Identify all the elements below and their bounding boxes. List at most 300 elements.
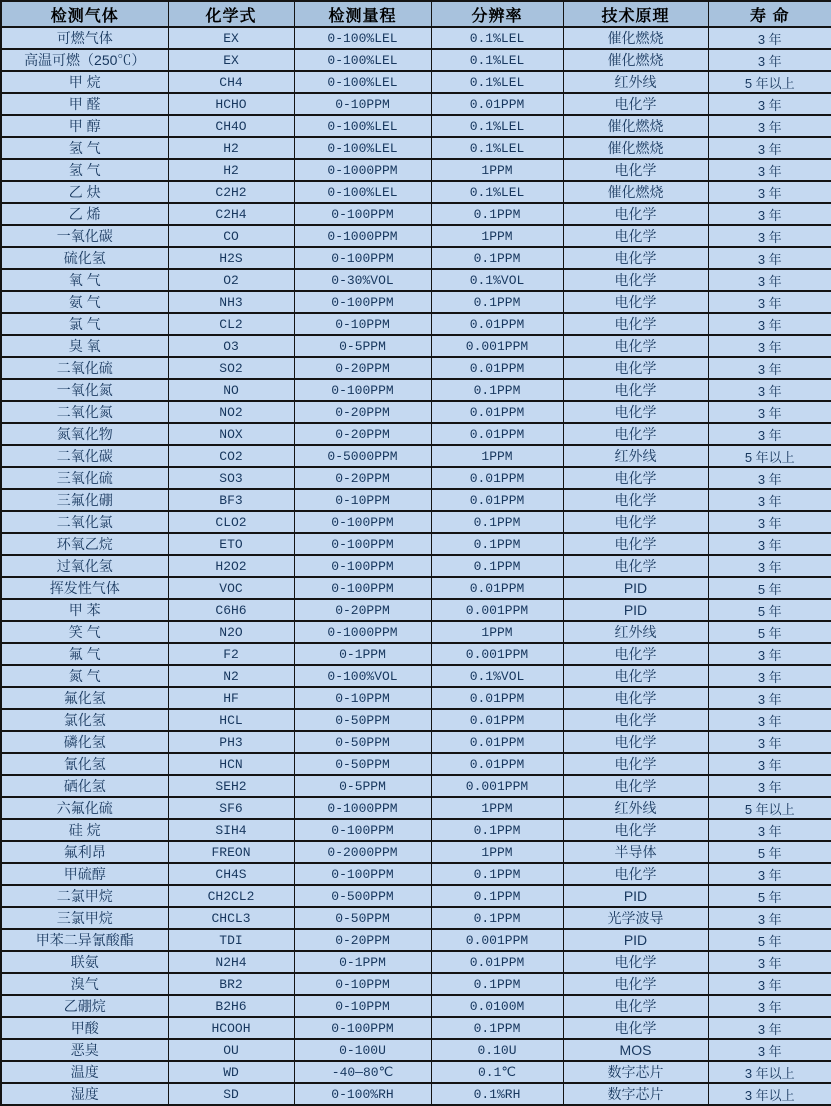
table-cell-range: 0-1000PPM <box>294 621 431 643</box>
table-cell-range: 0-50PPM <box>294 731 431 753</box>
table-cell-formula: CH4 <box>168 71 294 93</box>
table-cell-gas: 二氧化氯 <box>1 511 168 533</box>
table-cell-principle: PID <box>563 929 708 951</box>
table-cell-resolution: 0.1PPM <box>431 533 563 555</box>
table-row <box>1 995 831 1017</box>
table-cell-lifespan: 3 年 <box>708 137 831 159</box>
table-row <box>1 1083 831 1105</box>
table-cell-gas: 二氧化硫 <box>1 357 168 379</box>
table-cell-gas: 硅 烷 <box>1 819 168 841</box>
table-cell-lifespan: 5 年 <box>708 599 831 621</box>
table-cell-formula: NO2 <box>168 401 294 423</box>
table-cell-principle: 电化学 <box>563 225 708 247</box>
table-cell-formula: CHCL3 <box>168 907 294 929</box>
table-cell-lifespan: 3 年 <box>708 93 831 115</box>
table-cell-lifespan: 3 年 <box>708 665 831 687</box>
table-cell-formula: B2H6 <box>168 995 294 1017</box>
table-cell-lifespan: 3 年 <box>708 27 831 49</box>
table-cell-gas: 氮 气 <box>1 665 168 687</box>
table-cell-formula: CLO2 <box>168 511 294 533</box>
table-cell-range: 0-50PPM <box>294 709 431 731</box>
table-cell-gas: 二氧化碳 <box>1 445 168 467</box>
table-cell-gas: 联氨 <box>1 951 168 973</box>
table-cell-range: 0-100PPM <box>294 819 431 841</box>
table-cell-lifespan: 3 年 <box>708 775 831 797</box>
table-cell-principle: 电化学 <box>563 269 708 291</box>
table-cell-gas: 氧 气 <box>1 269 168 291</box>
table-cell-gas: 三氯甲烷 <box>1 907 168 929</box>
table-cell-gas: 过氧化氢 <box>1 555 168 577</box>
table-cell-gas: 氨 气 <box>1 291 168 313</box>
table-cell-formula: O2 <box>168 269 294 291</box>
table-cell-range: 0-20PPM <box>294 401 431 423</box>
table-cell-lifespan: 3 年 <box>708 753 831 775</box>
table-cell-range: 0-10PPM <box>294 973 431 995</box>
table-cell-range: 0-50PPM <box>294 907 431 929</box>
table-cell-formula: H2 <box>168 159 294 181</box>
table-row <box>1 1061 831 1083</box>
table-cell-range: 0-50PPM <box>294 753 431 775</box>
table-cell-formula: FREON <box>168 841 294 863</box>
table-cell-lifespan: 5 年 <box>708 577 831 599</box>
table-cell-lifespan: 5 年 <box>708 621 831 643</box>
table-cell-range: 0-100PPM <box>294 247 431 269</box>
table-row <box>1 335 831 357</box>
table-row <box>1 841 831 863</box>
table-cell-lifespan: 3 年 <box>708 863 831 885</box>
table-cell-resolution: 0.001PPM <box>431 643 563 665</box>
table-row <box>1 93 831 115</box>
table-cell-gas: 湿度 <box>1 1083 168 1105</box>
table-cell-resolution: 0.1%RH <box>431 1083 563 1105</box>
table-cell-range: 0-30%VOL <box>294 269 431 291</box>
table-cell-formula: H2O2 <box>168 555 294 577</box>
table-cell-formula: HF <box>168 687 294 709</box>
table-cell-lifespan: 3 年以上 <box>708 1061 831 1083</box>
table-row <box>1 907 831 929</box>
table-cell-formula: CL2 <box>168 313 294 335</box>
table-cell-principle: 电化学 <box>563 159 708 181</box>
table-cell-resolution: 0.1%VOL <box>431 665 563 687</box>
table-cell-range: 0-5PPM <box>294 335 431 357</box>
table-cell-principle: 电化学 <box>563 291 708 313</box>
table-cell-formula: F2 <box>168 643 294 665</box>
table-cell-formula: H2 <box>168 137 294 159</box>
table-cell-range: 0-100PPM <box>294 291 431 313</box>
table-cell-resolution: 0.1PPM <box>431 203 563 225</box>
table-cell-gas: 乙 烯 <box>1 203 168 225</box>
table-cell-formula: PH3 <box>168 731 294 753</box>
table-cell-principle: 催化燃烧 <box>563 27 708 49</box>
table-cell-gas: 臭 氧 <box>1 335 168 357</box>
table-row <box>1 27 831 49</box>
table-row <box>1 599 831 621</box>
table-cell-resolution: 0.001PPM <box>431 929 563 951</box>
table-cell-resolution: 0.001PPM <box>431 335 563 357</box>
table-cell-resolution: 0.1PPM <box>431 1017 563 1039</box>
table-row <box>1 819 831 841</box>
table-cell-gas: 可燃气体 <box>1 27 168 49</box>
table-cell-resolution: 0.001PPM <box>431 599 563 621</box>
table-cell-range: 0-5000PPM <box>294 445 431 467</box>
table-cell-principle: 电化学 <box>563 753 708 775</box>
table-row <box>1 379 831 401</box>
table-cell-principle: 电化学 <box>563 951 708 973</box>
table-cell-gas: 一氧化氮 <box>1 379 168 401</box>
table-cell-formula: N2H4 <box>168 951 294 973</box>
table-cell-principle: 红外线 <box>563 445 708 467</box>
table-row <box>1 181 831 203</box>
table-row <box>1 929 831 951</box>
table-cell-range: 0-1000PPM <box>294 159 431 181</box>
table-cell-resolution: 0.1PPM <box>431 291 563 313</box>
table-cell-lifespan: 5 年以上 <box>708 71 831 93</box>
table-cell-lifespan: 3 年 <box>708 467 831 489</box>
table-cell-resolution: 0.01PPM <box>431 357 563 379</box>
table-cell-principle: 电化学 <box>563 665 708 687</box>
table-cell-principle: 电化学 <box>563 973 708 995</box>
table-cell-resolution: 0.01PPM <box>431 709 563 731</box>
table-cell-gas: 挥发性气体 <box>1 577 168 599</box>
table-row <box>1 357 831 379</box>
table-cell-formula: C2H4 <box>168 203 294 225</box>
table-cell-formula: O3 <box>168 335 294 357</box>
table-row <box>1 445 831 467</box>
table-cell-range: 0-1000PPM <box>294 797 431 819</box>
table-cell-principle: 电化学 <box>563 863 708 885</box>
table-row <box>1 115 831 137</box>
table-cell-range: 0-20PPM <box>294 467 431 489</box>
table-cell-principle: 红外线 <box>563 797 708 819</box>
table-cell-resolution: 0.1PPM <box>431 885 563 907</box>
table-cell-resolution: 0.01PPM <box>431 687 563 709</box>
table-cell-gas: 甲硫醇 <box>1 863 168 885</box>
table-row <box>1 533 831 555</box>
table-cell-principle: 电化学 <box>563 401 708 423</box>
table-cell-formula: SF6 <box>168 797 294 819</box>
table-cell-principle: 电化学 <box>563 819 708 841</box>
table-row <box>1 511 831 533</box>
table-cell-principle: 电化学 <box>563 1017 708 1039</box>
table-cell-principle: 电化学 <box>563 731 708 753</box>
table-cell-gas: 三氧化硫 <box>1 467 168 489</box>
table-body <box>1 27 831 1105</box>
table-cell-resolution: 1PPM <box>431 445 563 467</box>
table-cell-resolution: 0.1%LEL <box>431 181 563 203</box>
table-cell-formula: CH4O <box>168 115 294 137</box>
table-cell-formula: CO2 <box>168 445 294 467</box>
table-cell-gas: 三氟化硼 <box>1 489 168 511</box>
table-cell-principle: 红外线 <box>563 71 708 93</box>
table-cell-principle: 电化学 <box>563 247 708 269</box>
table-cell-principle: 电化学 <box>563 489 708 511</box>
table-cell-formula: BF3 <box>168 489 294 511</box>
table-cell-lifespan: 3 年 <box>708 1039 831 1061</box>
table-cell-formula: EX <box>168 27 294 49</box>
table-cell-formula: CO <box>168 225 294 247</box>
table-cell-lifespan: 5 年以上 <box>708 445 831 467</box>
table-row <box>1 709 831 731</box>
table-cell-formula: OU <box>168 1039 294 1061</box>
table-cell-formula: HCHO <box>168 93 294 115</box>
table-cell-lifespan: 3 年 <box>708 379 831 401</box>
table-cell-range: 0-10PPM <box>294 995 431 1017</box>
table-cell-resolution: 0.1%LEL <box>431 49 563 71</box>
table-cell-resolution: 0.01PPM <box>431 401 563 423</box>
table-cell-gas: 六氟化硫 <box>1 797 168 819</box>
header-cell-gas: 检测气体 <box>1 1 168 27</box>
table-cell-range: 0-10PPM <box>294 489 431 511</box>
table-row <box>1 401 831 423</box>
table-cell-lifespan: 3 年 <box>708 181 831 203</box>
table-cell-gas: 高温可燃（250℃） <box>1 49 168 71</box>
table-row <box>1 1039 831 1061</box>
table-cell-gas: 甲 苯 <box>1 599 168 621</box>
table-cell-principle: MOS <box>563 1039 708 1061</box>
table-cell-principle: PID <box>563 577 708 599</box>
table-cell-gas: 温度 <box>1 1061 168 1083</box>
table-cell-gas: 氯化氢 <box>1 709 168 731</box>
table-cell-principle: 红外线 <box>563 621 708 643</box>
table-cell-principle: 电化学 <box>563 313 708 335</box>
table-cell-resolution: 0.1%LEL <box>431 137 563 159</box>
header-row <box>1 1 831 27</box>
table-cell-lifespan: 3 年 <box>708 291 831 313</box>
table-cell-principle: 电化学 <box>563 555 708 577</box>
table-cell-resolution: 0.1PPM <box>431 863 563 885</box>
header-cell-principle: 技术原理 <box>563 1 708 27</box>
table-cell-lifespan: 5 年 <box>708 885 831 907</box>
table-cell-principle: 电化学 <box>563 687 708 709</box>
table-cell-lifespan: 3 年 <box>708 49 831 71</box>
table-cell-formula: SO3 <box>168 467 294 489</box>
table-cell-resolution: 0.01PPM <box>431 93 563 115</box>
table-row <box>1 797 831 819</box>
table-row <box>1 313 831 335</box>
table-cell-gas: 甲 醇 <box>1 115 168 137</box>
table-row <box>1 291 831 313</box>
table-cell-formula: HCOOH <box>168 1017 294 1039</box>
table-row <box>1 159 831 181</box>
table-cell-range: 0-100PPM <box>294 379 431 401</box>
table-cell-lifespan: 3 年 <box>708 995 831 1017</box>
table-cell-formula: EX <box>168 49 294 71</box>
table-row <box>1 489 831 511</box>
table-cell-principle: 数字芯片 <box>563 1061 708 1083</box>
table-row <box>1 467 831 489</box>
table-cell-resolution: 1PPM <box>431 797 563 819</box>
table-cell-gas: 恶臭 <box>1 1039 168 1061</box>
table-cell-range: 0-100PPM <box>294 533 431 555</box>
table-cell-resolution: 0.1%LEL <box>431 27 563 49</box>
table-cell-formula: CH4S <box>168 863 294 885</box>
table-cell-range: 0-10PPM <box>294 687 431 709</box>
table-cell-resolution: 0.1%LEL <box>431 71 563 93</box>
table-cell-lifespan: 3 年 <box>708 709 831 731</box>
table-cell-range: 0-100%LEL <box>294 49 431 71</box>
table-row <box>1 71 831 93</box>
table-row <box>1 731 831 753</box>
table-cell-resolution: 0.01PPM <box>431 731 563 753</box>
table-cell-lifespan: 3 年 <box>708 973 831 995</box>
table-cell-range: 0-100PPM <box>294 511 431 533</box>
table-cell-range: 0-20PPM <box>294 357 431 379</box>
table-cell-resolution: 0.1PPM <box>431 247 563 269</box>
table-cell-formula: VOC <box>168 577 294 599</box>
table-cell-principle: 电化学 <box>563 775 708 797</box>
table-cell-gas: 笑 气 <box>1 621 168 643</box>
table-cell-lifespan: 3 年 <box>708 335 831 357</box>
table-cell-resolution: 0.01PPM <box>431 467 563 489</box>
table-cell-principle: 电化学 <box>563 533 708 555</box>
table-cell-lifespan: 3 年 <box>708 687 831 709</box>
table-cell-lifespan: 3 年 <box>708 511 831 533</box>
table-row <box>1 247 831 269</box>
table-cell-resolution: 0.1PPM <box>431 973 563 995</box>
table-cell-range: 0-100%LEL <box>294 71 431 93</box>
table-cell-lifespan: 3 年 <box>708 357 831 379</box>
table-row <box>1 643 831 665</box>
table-cell-principle: 电化学 <box>563 643 708 665</box>
table-cell-resolution: 0.10U <box>431 1039 563 1061</box>
table-cell-principle: 电化学 <box>563 335 708 357</box>
table-cell-gas: 氮氧化物 <box>1 423 168 445</box>
table-cell-resolution: 0.01PPM <box>431 313 563 335</box>
table-cell-lifespan: 3 年 <box>708 819 831 841</box>
table-cell-principle: 电化学 <box>563 995 708 1017</box>
table-cell-resolution: 0.01PPM <box>431 423 563 445</box>
table-cell-formula: HCN <box>168 753 294 775</box>
table-cell-formula: H2S <box>168 247 294 269</box>
table-cell-formula: NOX <box>168 423 294 445</box>
table-cell-gas: 氢 气 <box>1 159 168 181</box>
table-row <box>1 973 831 995</box>
table-cell-lifespan: 3 年 <box>708 225 831 247</box>
table-cell-formula: N2O <box>168 621 294 643</box>
table-cell-lifespan: 3 年 <box>708 489 831 511</box>
table-cell-principle: 电化学 <box>563 709 708 731</box>
table-cell-range: 0-100%LEL <box>294 181 431 203</box>
table-cell-range: 0-10PPM <box>294 93 431 115</box>
table-cell-principle: 电化学 <box>563 467 708 489</box>
table-cell-formula: NH3 <box>168 291 294 313</box>
table-cell-principle: 电化学 <box>563 203 708 225</box>
table-cell-range: 0-10PPM <box>294 313 431 335</box>
table-cell-resolution: 0.1℃ <box>431 1061 563 1083</box>
table-cell-range: 0-100PPM <box>294 1017 431 1039</box>
table-cell-lifespan: 3 年 <box>708 401 831 423</box>
table-cell-principle: 光学波导 <box>563 907 708 929</box>
table-cell-resolution: 1PPM <box>431 159 563 181</box>
table-cell-gas: 乙硼烷 <box>1 995 168 1017</box>
table-cell-principle: PID <box>563 599 708 621</box>
header-cell-formula: 化学式 <box>168 1 294 27</box>
table-cell-resolution: 0.01PPM <box>431 753 563 775</box>
table-row <box>1 863 831 885</box>
table-cell-lifespan: 5 年 <box>708 929 831 951</box>
table-cell-formula: BR2 <box>168 973 294 995</box>
table-cell-lifespan: 3 年 <box>708 115 831 137</box>
table-cell-principle: PID <box>563 885 708 907</box>
table-cell-gas: 氯 气 <box>1 313 168 335</box>
table-cell-range: 0-20PPM <box>294 599 431 621</box>
table-row <box>1 775 831 797</box>
table-cell-gas: 一氧化碳 <box>1 225 168 247</box>
table-cell-lifespan: 3 年 <box>708 951 831 973</box>
table-cell-gas: 氟 气 <box>1 643 168 665</box>
table-cell-lifespan: 3 年 <box>708 907 831 929</box>
table-cell-formula: SEH2 <box>168 775 294 797</box>
header-cell-range: 检测量程 <box>294 1 431 27</box>
table-cell-principle: 半导体 <box>563 841 708 863</box>
table-row <box>1 555 831 577</box>
table-row <box>1 885 831 907</box>
table-cell-range: 0-100U <box>294 1039 431 1061</box>
table-cell-gas: 甲 烷 <box>1 71 168 93</box>
table-cell-resolution: 1PPM <box>431 621 563 643</box>
table-cell-gas: 溴气 <box>1 973 168 995</box>
table-cell-formula: SD <box>168 1083 294 1105</box>
table-cell-lifespan: 3 年 <box>708 159 831 181</box>
table-cell-lifespan: 5 年 <box>708 841 831 863</box>
table-cell-range: 0-100%LEL <box>294 137 431 159</box>
table-cell-range: 0-1PPM <box>294 951 431 973</box>
table-row <box>1 203 831 225</box>
table-cell-formula: CH2CL2 <box>168 885 294 907</box>
table-cell-range: 0-100%VOL <box>294 665 431 687</box>
table-cell-lifespan: 3 年 <box>708 313 831 335</box>
header-cell-resolution: 分辨率 <box>431 1 563 27</box>
table-row <box>1 665 831 687</box>
table-cell-lifespan: 3 年以上 <box>708 1083 831 1105</box>
table-row <box>1 1017 831 1039</box>
table-cell-range: 0-20PPM <box>294 929 431 951</box>
table-cell-lifespan: 3 年 <box>708 1017 831 1039</box>
table-cell-lifespan: 3 年 <box>708 269 831 291</box>
table-row <box>1 423 831 445</box>
table-cell-principle: 电化学 <box>563 423 708 445</box>
table-row <box>1 137 831 159</box>
table-cell-lifespan: 3 年 <box>708 247 831 269</box>
table-cell-range: 0-100PPM <box>294 863 431 885</box>
table-cell-range: 0-1PPM <box>294 643 431 665</box>
table-cell-gas: 二氯甲烷 <box>1 885 168 907</box>
table-cell-range: 0-500PPM <box>294 885 431 907</box>
table-row <box>1 225 831 247</box>
table-cell-principle: 电化学 <box>563 379 708 401</box>
table-cell-lifespan: 3 年 <box>708 555 831 577</box>
table-cell-range: 0-100PPM <box>294 555 431 577</box>
table-cell-resolution: 0.1%VOL <box>431 269 563 291</box>
table-cell-gas: 硫化氢 <box>1 247 168 269</box>
table-cell-gas: 磷化氢 <box>1 731 168 753</box>
table-cell-principle: 催化燃烧 <box>563 115 708 137</box>
table-cell-resolution: 0.1PPM <box>431 379 563 401</box>
table-cell-gas: 氰化氢 <box>1 753 168 775</box>
table-cell-range: 0-5PPM <box>294 775 431 797</box>
table-cell-resolution: 0.01PPM <box>431 489 563 511</box>
table-cell-formula: WD <box>168 1061 294 1083</box>
table-cell-gas: 二氧化氮 <box>1 401 168 423</box>
table-cell-resolution: 0.01PPM <box>431 951 563 973</box>
table-cell-resolution: 0.0100M <box>431 995 563 1017</box>
table-cell-lifespan: 3 年 <box>708 731 831 753</box>
table-cell-resolution: 0.1PPM <box>431 819 563 841</box>
table-cell-range: 0-100%RH <box>294 1083 431 1105</box>
table-row <box>1 577 831 599</box>
table-cell-lifespan: 5 年以上 <box>708 797 831 819</box>
table-cell-principle: 电化学 <box>563 357 708 379</box>
